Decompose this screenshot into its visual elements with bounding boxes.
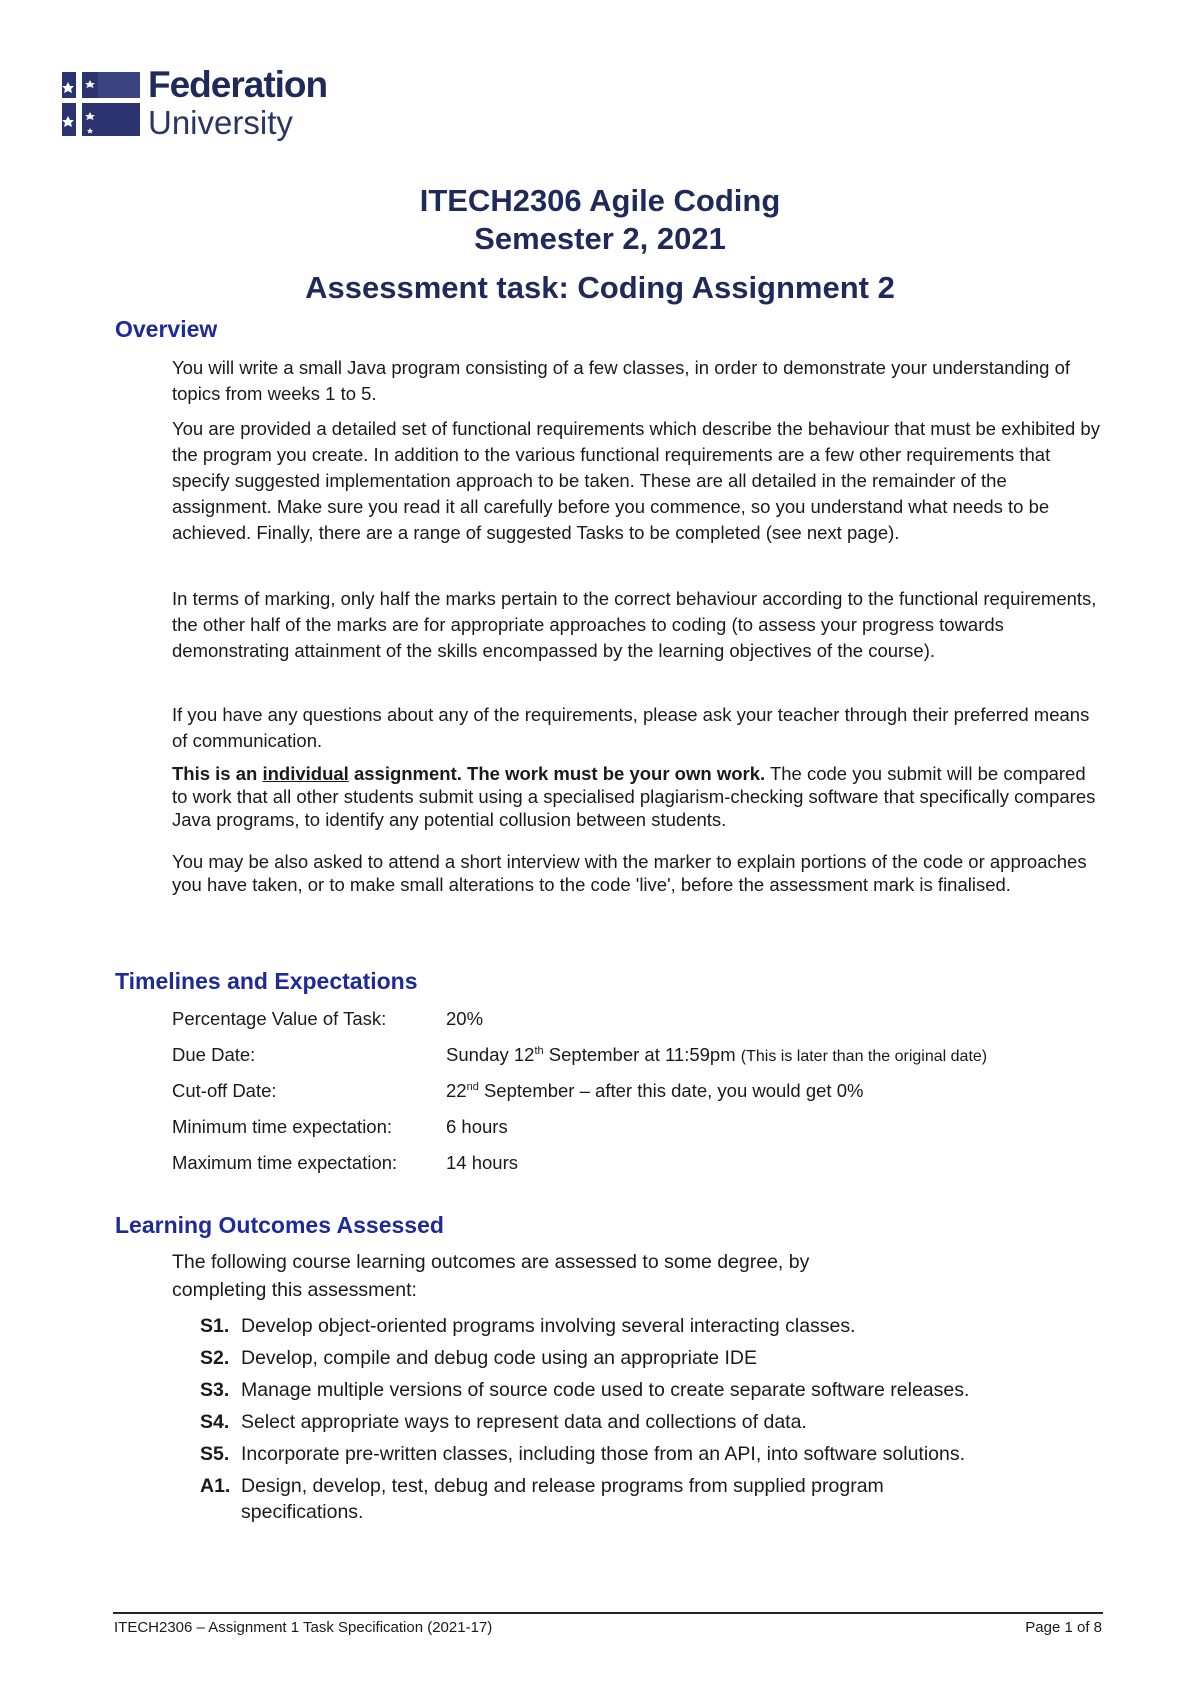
- outcome-text: Manage multiple versions of source code used to create separate software releases.: [241, 1379, 970, 1401]
- cutoff-date-rest: September – after this date, you would get 0%: [478, 1080, 864, 1101]
- outcome-code: S3.: [200, 1379, 230, 1401]
- outcome-code: S5.: [200, 1443, 230, 1465]
- individual-notice: [172, 763, 765, 784]
- overview-paragraph-2: You are provided a detailed set of functional requirements which describe the behaviour that must be exhibited by the program you create. In addition to the various functional requirements are a few other requirements that specify suggested implementation approach to be taken. These are all detailed in the remainder of the assignment. Make sure you read it all carefully before you commence, so you understand what needs to be achieved. Finally, there are a range of suggested Tasks to be completed (see next page).: [172, 418, 1100, 543]
- outcome-text-continued: specifications.: [241, 1501, 364, 1523]
- timeline-label: Cut-off Date:: [172, 1080, 277, 1101]
- notice-part-a: This is an: [172, 763, 263, 784]
- federation-logo-icon: [62, 72, 140, 136]
- due-date-suffix: th: [534, 1044, 544, 1057]
- notice-rest: The code you submit will be compared to work that all other students submit using a specialised plagiarism-checking software that specifically compares Java programs, to identify any potential collusion between students.: [172, 763, 1096, 830]
- semester-title: Semester 2, 2021: [474, 221, 726, 256]
- course-title: ITECH2306 Agile Coding: [419, 183, 781, 218]
- overview-paragraph-3: In terms of marking, only half the marks pertain to the correct behaviour according to the functional requirements, the other half of the marks are for appropriate approaches to coding (to assess your progress towards demonstrating attainment of the skills encompassed by the learning objectives of the course).: [172, 588, 1097, 661]
- timelines-heading: Timelines and Expectations: [115, 968, 418, 994]
- outcomes-heading: Learning Outcomes Assessed: [115, 1212, 444, 1238]
- overview-heading: Overview: [115, 316, 218, 342]
- task-title: Assessment task: Coding Assignment 2: [305, 270, 895, 305]
- overview-paragraph-4: If you have any questions about any of the requirements, please ask your teacher through their preferred means of communication.: [172, 704, 1090, 751]
- outcome-text: Design, develop, test, debug and release programs from supplied program: [241, 1475, 884, 1497]
- outcome-code: S4.: [200, 1411, 230, 1433]
- cutoff-date-suffix: nd: [466, 1080, 479, 1093]
- due-date-note: (This is later than the original date): [740, 1048, 988, 1065]
- due-date-day: Sunday 12: [446, 1044, 535, 1065]
- university-logo: [62, 64, 332, 142]
- timeline-value: [446, 1080, 863, 1102]
- outcomes-intro-line-2: completing this assessment:: [172, 1279, 417, 1301]
- logo-wordmark: [148, 64, 327, 140]
- notice-individual: individual: [262, 763, 349, 784]
- timeline-value: 14 hours: [446, 1152, 518, 1173]
- logo-line-1: Federation: [148, 64, 328, 105]
- timeline-value: [446, 1044, 987, 1066]
- overview-paragraph-5: [172, 762, 1102, 831]
- outcome-item: [200, 1473, 1100, 1525]
- overview-paragraph-1: You will write a small Java program consisting of a few classes, in order to demonstrate your understanding of topics from weeks 1 to 5.: [172, 357, 1071, 404]
- overview-paragraph-6: You may be also asked to attend a short interview with the marker to explain portions of the code or approaches you have taken, or to make small alterations to the code 'live', before the assessment mark is finalised.: [172, 851, 1087, 895]
- outcome-item: [200, 1345, 1100, 1371]
- timeline-label: Maximum time expectation:: [172, 1152, 398, 1173]
- timeline-label: Due Date:: [172, 1044, 256, 1065]
- timeline-value: 20%: [446, 1008, 484, 1029]
- outcome-item: [200, 1377, 1100, 1403]
- timeline-label: Minimum time expectation:: [172, 1116, 393, 1137]
- outcome-code: S2.: [200, 1347, 230, 1369]
- outcome-text: Develop, compile and debug code using an appropriate IDE: [241, 1347, 758, 1369]
- logo-line-2: University: [148, 104, 293, 141]
- footer-rule: [113, 1612, 1103, 1614]
- outcomes-intro-line-1: The following course learning outcomes are assessed to some degree, by: [172, 1251, 810, 1273]
- outcome-text: Incorporate pre-written classes, including those from an API, into software solutions.: [241, 1443, 966, 1465]
- outcome-item: [200, 1409, 1100, 1435]
- timeline-label: Percentage Value of Task:: [172, 1008, 387, 1029]
- outcome-code: S1.: [200, 1315, 230, 1337]
- outcome-code: A1.: [200, 1475, 231, 1497]
- footer-document-label: ITECH2306 – Assignment 1 Task Specification (2021-17): [114, 1619, 493, 1636]
- outcome-text: Develop object-oriented programs involving several interacting classes.: [241, 1315, 856, 1337]
- outcome-item: [200, 1441, 1100, 1467]
- due-date-rest: September at 11:59pm: [543, 1044, 741, 1065]
- cutoff-date-day: 22: [446, 1080, 467, 1101]
- outcome-item: [200, 1313, 1100, 1339]
- outcomes-intro: [172, 1248, 932, 1304]
- timeline-value: 6 hours: [446, 1116, 508, 1137]
- outcome-text: Select appropriate ways to represent data and collections of data.: [241, 1411, 807, 1433]
- footer-page-number: Page 1 of 8: [1025, 1619, 1102, 1636]
- notice-part-b: assignment. The work must be your own work.: [348, 763, 766, 784]
